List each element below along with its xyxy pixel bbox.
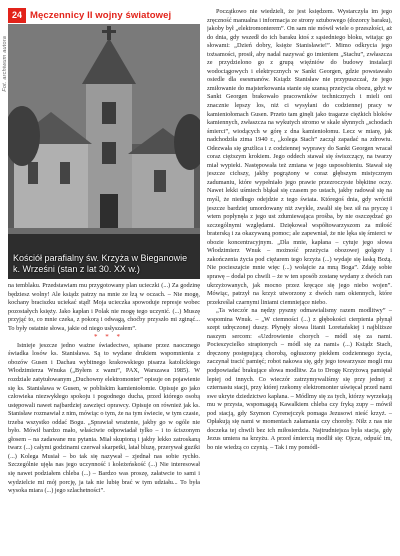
paragraph: „Ta wieczór na nędzy pyszny odmawialismy razem modlitwy” – wspomina Wnuk. – „W ciemności (...) z głębokości cierpienia płynął szept udręczonej duszy. Płynęły słowa litanii Loretańskiej i najbliższe naszym sercom: «Uzdrowienie chorych – módl się za nami. Pocieszycielko strapionych – módl się za nami» (...) Ksiądz Stach, dręczony postępującą chorobą, ogłuszony piekłem codziennego życia, zaczynał tracić pamięć; robot nakowa się, gdy jego towarzysze mogli mu podpowiadać brakujące słowa modlitw. Za to Drogę Krzyżową pamiętał lepiej od innych. Co wieczór zatrzymywaliśmy się przy jednej z czternastu stacji, przy której rzekomy elektromonter uświęcał przed nami swe ukryte dziedzictwo kapłana. – Módlmy się za tych, którzy wyrzekają mu w przysta, wspomagają Kawalkiem chleba czy fryką zupy – mówił pod stacją, gdy Szymon Cyrenejczyk pomaga Jezusowi nieść krzyż. – Opłakują się nami w momentach załamania czy choroby. Niłz z nas nie doczeka tej chwili bez ich miłosierdzia. Najtrudniejsza była stacja, gdy Jezus umiera na krzyżu. A przed śmiercią modlił się: Ojcze, odpuść im, bo nie wiedzą co czynią. – Tak i my pomódl- [207, 307, 392, 451]
left-text-column [8, 282, 200, 552]
photo-caption [8, 250, 200, 279]
right-text-column [207, 8, 392, 553]
page-number: 24 [8, 8, 26, 23]
church-illustration [8, 24, 200, 279]
caption-line-1: Kościół parafialny św. Krzyża w Bieganowie [13, 253, 188, 263]
paragraph: Początkowo nie wiedzieli, że jest księdzem. Wystarczyła im jego zręczność manualna i informacja ze strony sztubowego (dozorcy baraku), jakoby był „elektromonterem”. On sam nie mówił wiele o przeszłości, aż do dnia, gdy wszedł do ich baraku ktoś z sąsiedniego bloku, witając go słowami: „Dzień dobry, księże Stanisławie!”. Mimo odkrycia jego tożsamości, prosił, aby nadal nazywać go imieniem „Stachu”, zwłaszcza ze przydzielono go z grupą więźniów do budowy instalacji wodociągowych i elektrycznych w Sankt Georgen, gdzie powstawało osiedle dla esesmanów. Ksiądz Stanisław nie przypuszczał, że jego zmiłowanie do majsterkowania stanie się szansą przeżycia obozu, gdyż w Sankt Georgen brakowało pracowników technicznych i mieli oni znacznie lepszy los, niż ci wysyłani do codziennej pracy w kamieniołomach Gusen. Przeto tam ginęli jako tragarze ciężkich bloków kamiennych, zwłaszcza na wykutych stromo w skale słynnych „schodach śmierci”, wiodących w górę z dna kamieniołomu. Lecz w miarę, jak nadchodziła zima 1940 r., „kolega Stach” zaczął zapadać na zdrowiu. Odezwała się grużlica i z codziennej wyprawy do Sankt Georgen wracał coraz cięższym krokiem. Jego oddech stawał się świszczący, na twarzy miał wypieki. Następowała też zmiana w jego usposobieniu. Stawał się jeszcze cichszy, jakby pogrążony w coraz głębszym mistycznym zadumaniu, które wypełniało jego prawie przezroczyste błękitne oczy. Nawet lekki uśmiech błąkał się czasem po ustach, jakby radował się na myśl, że niedługo odejdzie z tego świata. Któregoś dnia, gdy wróciił jeszcze bardziej umordowany niż zwykle, zwalił się bez sił na pryczę i wtem popłynęła z jego ust zdumiewająca prośba, by nie oszczędzać go szczególnymi względami. Dziękował współtowarzyszom za miłość braterską i za okazywaną pomoc; ale zapewniał, że nie lęka się śmierci w obozie koncentracyjnym. „Dla mnie, kapłana – cytuje jego słowa Włodzimierz Wnuk – możność przeżycia obozowej golgoty i zakończenia życia pod ciężarem tego krzyża (...) wydaje się łaską Bożą. Nie pocieszajcie mnie więc (...) wołajcie za mną Boga”. Zdaję sobie sprawę – dodał po chwili – że w ten sposób zostanę wydany z dwóch ran ukrzyżowanych, jak mocno przez kręcące się jego niebo wojen”. Mówiąc, patrzył na krzyż utworzony z dwóch ram okiennych, które przekreślał czarnymi liniami ciemniejące niebo. [207, 8, 392, 306]
paragraph: na temblaku. Przedstawiam mu przygotowany plan ucieczki (...) Za godzinę będziesz wolny! Ale ksiądz patrzy na mnie ze łzą w oczach. – Nie mogę, kochany braciszku uciekać stąd! Moja ucieczka spowoduje represje wobec pozostałych księży. Jako kapłan i Polak nie mogę tego uczynić. (...) Muszę przyjąć to, co mnie czeka, z pokorą i odwagą, choćby przyszło mi zginąć... To były ostatnie słowa, jakie od niego usłyszałem”. [8, 282, 200, 332]
photo-credit: Fot. archiwum autora [2, 36, 8, 92]
page-header [8, 8, 171, 23]
running-title: Męczennicy II wojny światowej [30, 10, 172, 21]
caption-line-2: k. Wrześni (stan z lat 30. XX w.) [13, 264, 140, 274]
section-separator: * * * [94, 333, 123, 342]
church-photo [8, 24, 200, 279]
paragraph: Istnieje jeszcze jedno ważne świadectwo, spisane przez naocznego świadka losów ks. Stanisława. Są to wydane drukiem wspomnienia z obozów Gusen i Dachau wybitnego krakowskiego pisarza katolickiego Włodzimierza Wnuka („Byłem z wami”, PAX, Warszawa 1985). W rozdziale zatytułowanym „Duchowny elektromonter” opisuje on pojawienie się ks. Stanisława w Gusen, w pobliskim kamieniołomie. Opisuje go jako człowieka niezwykłego spokoju i pogodnego ducha, przed którego osobą ustępowali nawet najbardziej zawzięci oprawcy. Opisuje on również jak ks. Stanisław rozmawiał z nim, mówiąc o tym, że na tym świecie, w tym czasie, trzeba wszystko oddać Bogu. „Sprawiał wrażenie, jakby go w ogóle nie było. Mówił bardzo mało, właściwie odpowiadał tylko – i to ściszonym głosem – na zadawane mu pytania. Miał skupioną i jakby lekko zatroskaną twarz (...) całymi godzinami czerwał skarpetki, latał bluzę, przerywał guziki (...) Kolega Musiał – bo tak się nazywał – zjednał nas sobie rychło. Szczególnie ujęła nas jego uczynność i koleżeńskość (...) Nie interesował się nawet podziałem chleba (...) – Bardzo was proszę, załatwcie to sami i wydzielcie mi mój porcję, ja tak nie lubię brać w tym udziału... To była wysoka miara (...) jego szlachetności”. [8, 341, 200, 495]
